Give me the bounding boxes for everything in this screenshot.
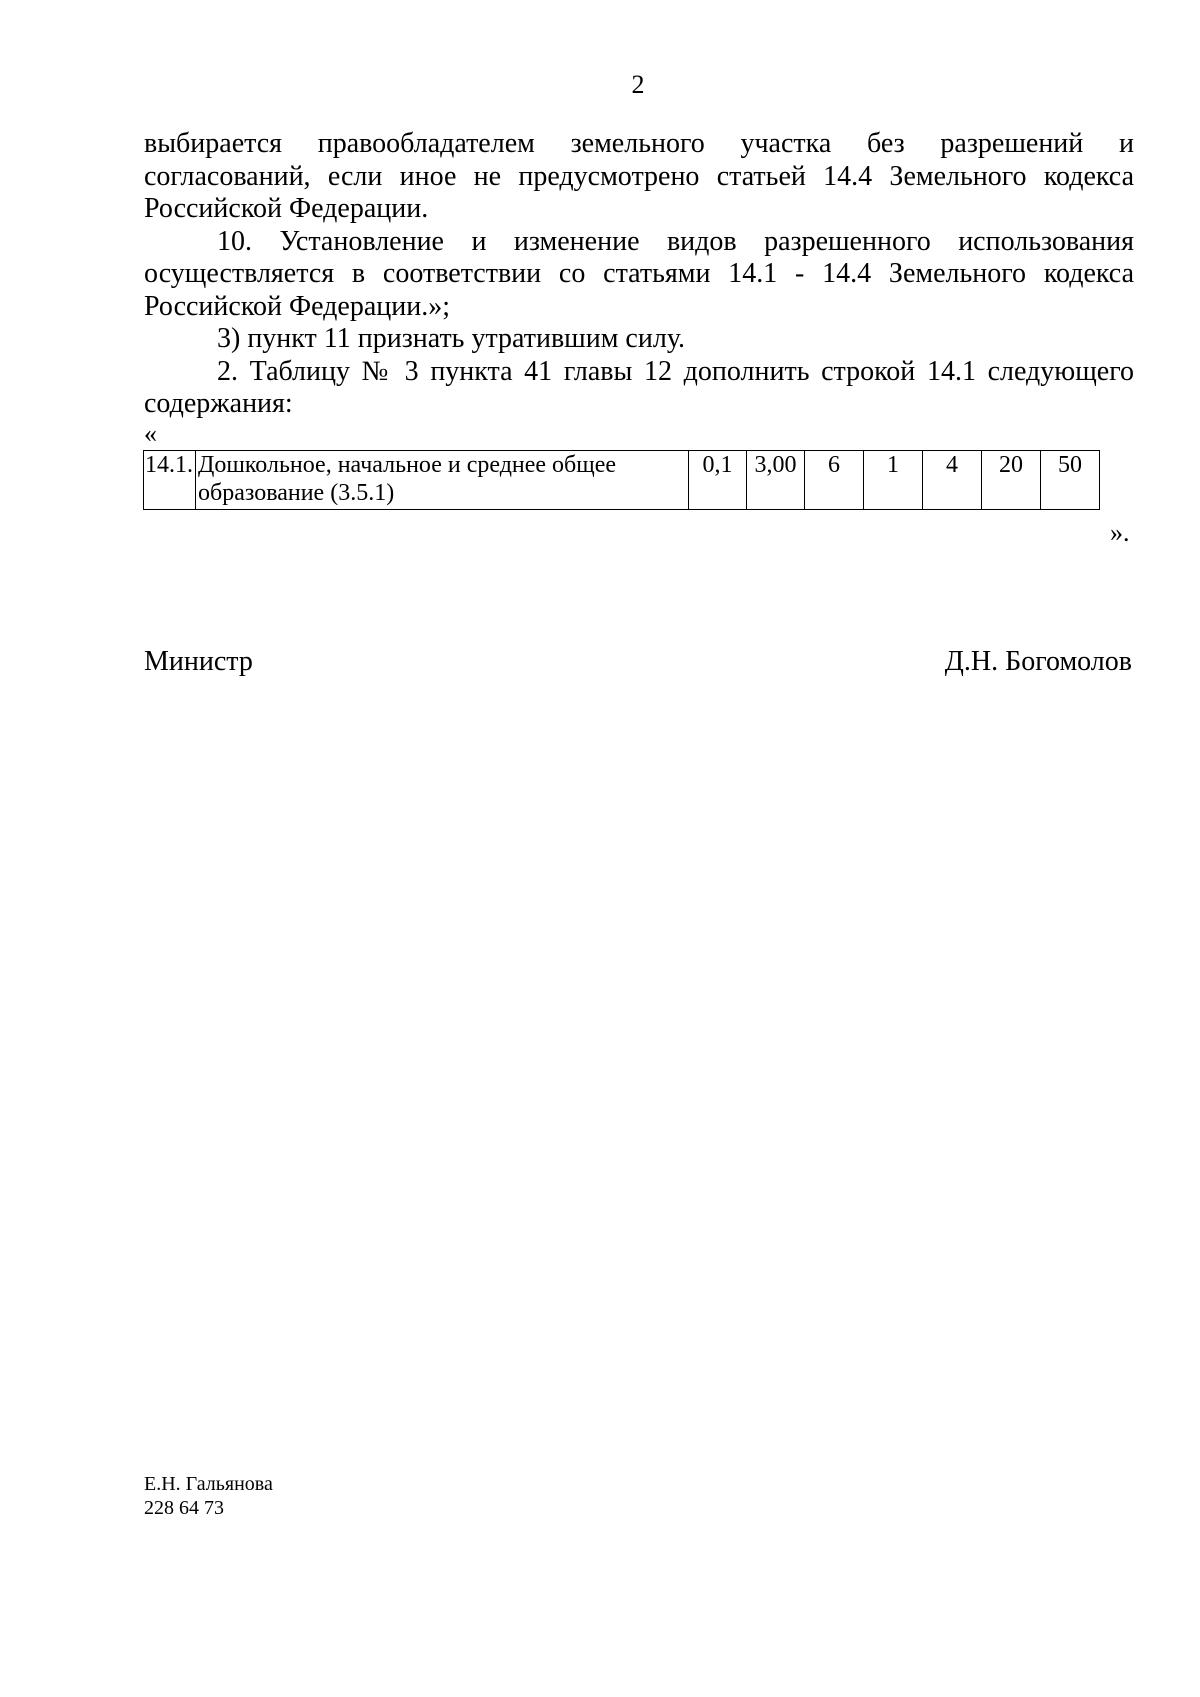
- paragraph-item-10: 10. Установление и изменение видов разрешенного использования осуществляется в соответствии со статьями 14.1 - 14.4 Земельного кодекса Российской Федерации.»;: [144, 225, 1134, 322]
- executor-block: [144, 1472, 273, 1520]
- paragraph-item-3: 3) пункт 11 признать утратившим силу.: [217, 323, 686, 354]
- value-cell-6: 20: [982, 451, 1041, 510]
- inserted-table-row: [143, 450, 1100, 510]
- signature-block: [144, 646, 1132, 678]
- executor-name: Е.Н. Гальянова: [144, 1473, 273, 1495]
- signatory-position: Министр: [144, 646, 253, 677]
- paragraph-table-amendment: 2. Таблицу № 3 пункта 41 главы 12 дополнить строкой 14.1 следующего содержания:: [144, 355, 1134, 419]
- table-row: [144, 451, 1100, 510]
- executor-phone: 228 64 73: [144, 1497, 224, 1519]
- value-cell-7: 50: [1041, 451, 1100, 510]
- paragraph-continuation: выбирается правообладателем земельного участка без разрешений и согласований, если иное не предусмотрено статьей 14.4 Земельного кодекса Российской Федерации.: [144, 128, 1134, 224]
- value-cell-2: 3,00: [747, 451, 805, 510]
- value-cell-1: 0,1: [689, 451, 747, 510]
- value-cell-4: 1: [864, 451, 923, 510]
- opening-quote: «: [144, 419, 157, 448]
- document-body: [144, 128, 1134, 421]
- row-number-cell: 14.1.: [144, 451, 196, 510]
- closing-quote: ».: [1110, 518, 1130, 547]
- signatory-name: Д.Н. Богомолов: [944, 646, 1132, 677]
- row-name-cell: Дошкольное, начальное и среднее общее образование (3.5.1): [196, 451, 689, 510]
- value-cell-3: 6: [805, 451, 864, 510]
- page-number: 2: [631, 70, 645, 99]
- value-cell-5: 4: [923, 451, 982, 510]
